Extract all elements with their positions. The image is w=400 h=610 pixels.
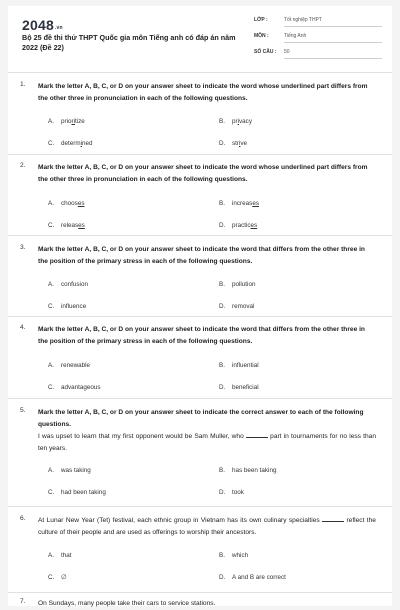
option-c[interactable]: C. ∅ [48,574,67,581]
option-d[interactable]: D. strive [219,140,248,147]
option-b[interactable]: B. increases [219,200,259,207]
option-c[interactable]: C. releases [48,222,85,229]
option-c[interactable]: C. determined [48,140,93,147]
option-a[interactable]: A. chooses [48,200,85,207]
option-d[interactable]: D. took [219,489,244,496]
question-divider [8,398,392,399]
question-stem: Mark the letter A, B, C, or D on your answer sheet to indicate the word whose underlined part differs from the other three in pronunciation in each of the following questions. [38,83,368,102]
question-divider [8,592,392,593]
question-stem: Mark the letter A, B, C, or D on your answer sheet to indicate the correct answer to each of the following questions. [38,409,364,428]
answer-blank [246,432,268,438]
option-b[interactable]: B. which [219,552,249,559]
question-divider [8,154,392,155]
option-b[interactable]: B. influential [219,362,259,369]
question-divider [8,316,392,317]
option-b[interactable]: B. pollution [219,281,256,288]
page-header [8,6,392,72]
option-a[interactable]: A. renewable [48,362,91,369]
document-page: 2048.vn Bộ 25 đề thi thử THPT Quốc gia môn Tiếng anh có đáp án năm 2022 (Đề 22) LỚP : Tốt nghiệp THPT MÔN : Tiếng Anh SỐ CÂU : 50 1. Mark the letter A, B, C, or D on your answer sheet to indicate the word whose underlined part differs from the other three in pronunciation in each of the following questions. A. prioritize B. privacy C. determined D. strive 2. Mark the letter A, B, C, or D on your answer sheet to indicate the word whose underlined part differs from the other three in pronunciation in each of the following questions. A. chooses B. increases C. releases D. practices 3. Mark the letter A, B, C, or D on your answer sheet to indicate the word that differs from the other three in the position of the primary stress in each of the following questions. A. confusion B. pollution C. influence D. removal 4. Mark the letter A, B, C, or D on your answer sheet to indicate the word that differs from the other three in the position of the primary stress in each of the following questions. A. renewable B. influential C. advantageous D. beneficial 5. Mark the letter A, B, C, or D on your answer sheet to indicate the correct answer to each of the following questions. I was upset to learn that my first opponent would be Sam Muller, who part in tournaments for no less than ten years. A. was taking B. has been taking C. had been taking D. took 6. At Lunar New Year (Tet) festival, each ethnic group in Vietnam has its own culinary specialties reflect the culture of their people and are used as offerings to worship their ancestors. A. that B. which C. ∅ D. A and B are correct 7. On Sundays, many people take their cars to service stations. [8,6,392,606]
question-divider [8,506,392,507]
meta-subject: MÔN : Tiếng Anh [254,33,382,47]
option-d[interactable]: D. A and B are correct [219,574,286,581]
option-c[interactable]: C. influence [48,303,87,310]
option-a[interactable]: A. prioritize [48,118,85,125]
answer-blank [322,516,344,522]
meta-grade: LỚP : Tốt nghiệp THPT [254,17,382,31]
option-d[interactable]: D. removal [219,303,255,310]
question-stem: Mark the letter A, B, C, or D on your answer sheet to indicate the word that differs from the other three in the position of the primary stress in each of the following questions. [38,326,365,345]
option-d[interactable]: D. practices [219,222,258,229]
question-stem: Mark the letter A, B, C, or D on your answer sheet to indicate the word whose underlined part differs from the other three in pronunciation in each of the following questions. [38,164,368,183]
option-a[interactable]: A. was taking [48,467,91,474]
question-divider [8,235,392,236]
option-c[interactable]: C. had been taking [48,489,106,496]
question-stem: On Sundays, many people take their cars to service stations. [38,600,216,607]
question-stem: Mark the letter A, B, C, or D on your answer sheet to indicate the word that differs from the other three in the position of the primary stress in each of the following questions. [38,246,365,265]
header-divider [8,72,392,73]
option-c[interactable]: C. advantageous [48,384,101,391]
question-sentence: I was upset to learn that my first opponent would be Sam Muller, who part in tournaments for no less than ten years. [38,433,376,452]
option-a[interactable]: A. confusion [48,281,88,288]
option-b[interactable]: B. privacy [219,118,252,125]
option-a[interactable]: A. that [48,552,72,559]
question-stem: At Lunar New Year (Tet) festival, each ethnic group in Vietnam has its own culinary specialties reflect the culture of their people and are used as offerings to worship their ancestors. [38,517,376,536]
option-b[interactable]: B. has been taking [219,467,277,474]
document-title: Bộ 25 đề thi thử THPT Quốc gia môn Tiếng anh có đáp án năm 2022 (Đề 22) [22,33,236,52]
site-logo[interactable]: 2048.vn [22,17,63,33]
option-d[interactable]: D. beneficial [219,384,259,391]
meta-question-count: SỐ CÂU : 50 [254,49,382,63]
